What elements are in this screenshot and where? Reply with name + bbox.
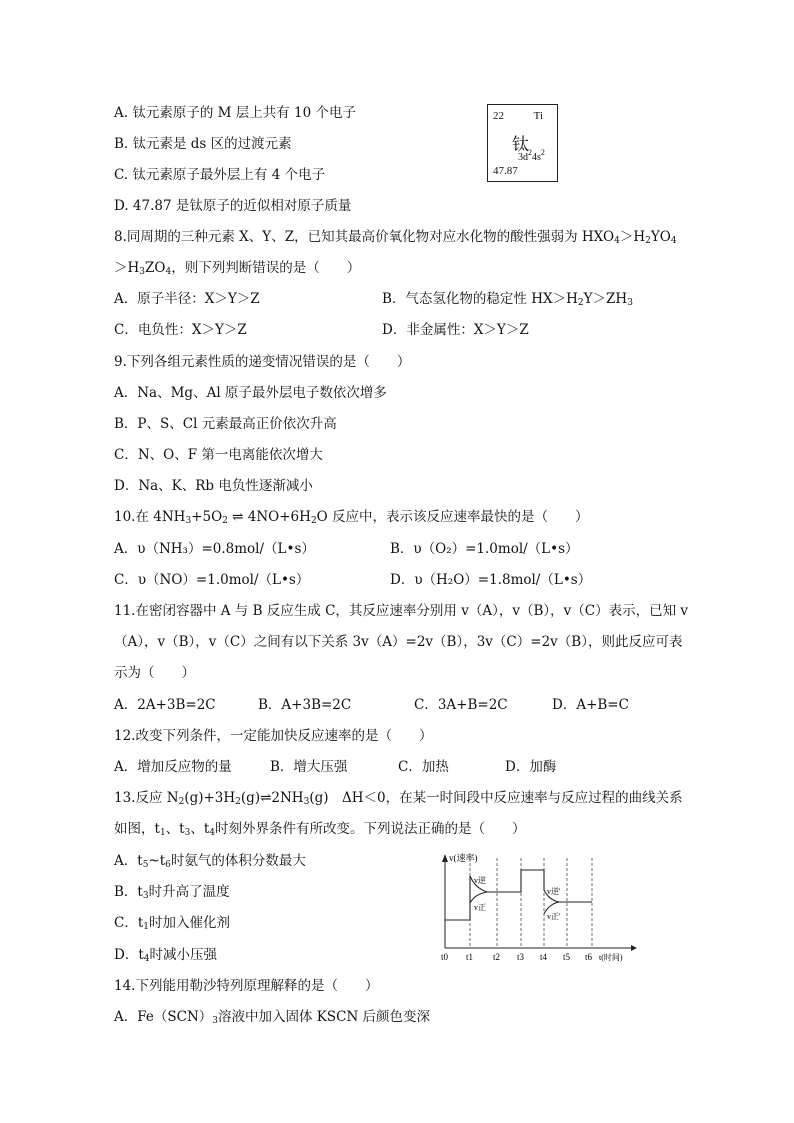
titanium-element-card xyxy=(487,104,558,182)
q9-stem: 9.下列各组元素性质的递变情况错误的是（ ） xyxy=(114,354,411,370)
q7-option-c: C. 钛元素原子最外层上有 4 个电子 xyxy=(114,167,326,183)
electron-config: $3d^24s^2$ xyxy=(518,148,545,163)
q9-option-d: D．Na、K、Rb 电负性逐渐减小 xyxy=(114,478,313,494)
q9-option-b: B．P、S、Cl 元素最高正价依次升高 xyxy=(114,416,337,432)
q8-option-d: D．非金属性：X＞Y＞Z xyxy=(382,322,529,338)
q8-option-b: B．气态氢化物的稳定性 $HX>H_2Y>ZH_3$ xyxy=(382,291,633,308)
element-name: 钛 xyxy=(512,135,529,155)
y-axis-label: v(速率) xyxy=(449,853,478,863)
q14-option-a: A．$Fe(SCN)_3$溶液中加入固体 KSCN 后颜色变深 xyxy=(114,1009,431,1026)
tick-t5: t5 xyxy=(563,952,571,962)
q12-option-d: D．加酶 xyxy=(505,759,557,775)
v-forward-prime-label: v正' xyxy=(547,912,561,921)
time-tick-labels xyxy=(441,952,623,962)
q9-option-c: C．N、O、F 第一电离能依次增大 xyxy=(114,447,323,463)
rate-curves xyxy=(445,870,592,920)
q11-stem-line3: 示为（ ） xyxy=(114,665,195,681)
time-markers xyxy=(470,858,592,948)
q13-option-d: D．$t_4$时减小压强 xyxy=(114,947,217,964)
v-forward-label: v正 xyxy=(474,903,486,912)
element-symbol: Ti xyxy=(533,110,543,122)
q12-option-b: B．增大压强 xyxy=(270,759,348,775)
tick-t6: t6 xyxy=(585,952,593,962)
q12-stem: 12.改变下列条件，一定能加快反应速率的是（ ） xyxy=(114,728,433,744)
q10-option-c: C．υ（NO）=1.0mol/（L•s） xyxy=(114,572,310,588)
q12-option-a: A．增加反应物的量 xyxy=(114,759,232,775)
q10-stem: 10.在 $4NH_3+5O_2$ ⇌ $4NO+6H_2O$ 反应中，表示该反应速率最快的是（ ） xyxy=(114,509,589,526)
q8-option-c: C．电负性：X＞Y＞Z xyxy=(114,322,247,338)
q10-option-a: A．υ（NH₃）=0.8mol/（L•s） xyxy=(114,541,315,557)
q8-stem-line1: 8.同周期的三种元素 X、Y、Z，已知其最高价氧化物对应水化物的酸性强弱为 $HXO_4>H_2YO_4$ xyxy=(114,229,677,246)
rate-time-graph xyxy=(435,848,640,966)
q11-option-b: B．A+3B=2C xyxy=(258,697,352,713)
q10-option-d: D．υ（H₂O）=1.8mol/（L•s） xyxy=(390,572,592,588)
q7-option-a: A. 钛元素原子的 M 层上共有 10 个电子 xyxy=(114,105,356,121)
v-reverse-label: v逆 xyxy=(474,876,486,885)
q14-stem: 14.下列能用勒沙特列原理解释的是（ ） xyxy=(114,978,379,994)
q11-option-d: D．A+B=C xyxy=(552,697,629,713)
q7-option-d: D. 47.87 是钛原子的近似相对原子质量 xyxy=(114,198,352,214)
x-axis-arrow xyxy=(631,945,637,951)
q9-option-a: A．Na、Mg、Al 原子最外层电子数依次增多 xyxy=(114,385,387,401)
q12-option-c: C．加热 xyxy=(398,759,449,775)
q13-option-a: A．$t_5\sim t_6$时氨气的体积分数最大 xyxy=(114,853,306,870)
atomic-number: 22 xyxy=(493,110,504,122)
tick-t1: t1 xyxy=(466,952,474,962)
y-axis-arrow xyxy=(442,854,448,862)
tick-t4: t4 xyxy=(540,952,548,962)
q8-stem-line2: $>H_3ZO_4$，则下列判断错误的是（ ） xyxy=(114,260,361,277)
q11-option-a: A．2A+3B=2C xyxy=(114,697,216,713)
tick-t3: t3 xyxy=(517,952,525,962)
atomic-mass: 47.87 xyxy=(493,165,518,177)
tick-t0: t0 xyxy=(441,952,449,962)
x-axis-label: t(时间) xyxy=(599,953,623,962)
q13-stem-line1: 13.反应 $N_2(g)+3H_2(g)\rightleftharpoons 2NH_3(g)$ ΔH＜0，在某一时间段中反应速率与反应过程的曲线关系 xyxy=(114,790,683,807)
q10-option-b: B．υ（O₂）=1.0mol/（L•s） xyxy=(390,541,579,557)
q11-stem-line2: （A），v（B），v（C）之间有以下关系 3v（A）=2v（B），3v（C）=2v（B），则此反应可表 xyxy=(114,634,683,650)
q8-option-a: A．原子半径：X＞Y＞Z xyxy=(114,291,260,307)
tick-t2: t2 xyxy=(493,952,501,962)
q13-stem-line2: 如图，$t_1$、$t_3$、$t_4$时刻外界条件有所改变。下列说法正确的是（ ） xyxy=(114,821,526,838)
q13-option-c: C．$t_1$时加入催化剂 xyxy=(114,915,230,932)
q11-option-c: C．3A+B=2C xyxy=(414,697,508,713)
q11-stem-line1: 11.在密闭容器中 A 与 B 反应生成 C，其反应速率分别用 v（A），v（B），v（C）表示，已知 v xyxy=(114,603,689,619)
v-reverse-prime-label: v逆' xyxy=(547,887,561,896)
q13-option-b: B．$t_3$时升高了温度 xyxy=(114,884,230,901)
q7-option-b: B. 钛元素是 ds 区的过渡元素 xyxy=(114,136,292,152)
